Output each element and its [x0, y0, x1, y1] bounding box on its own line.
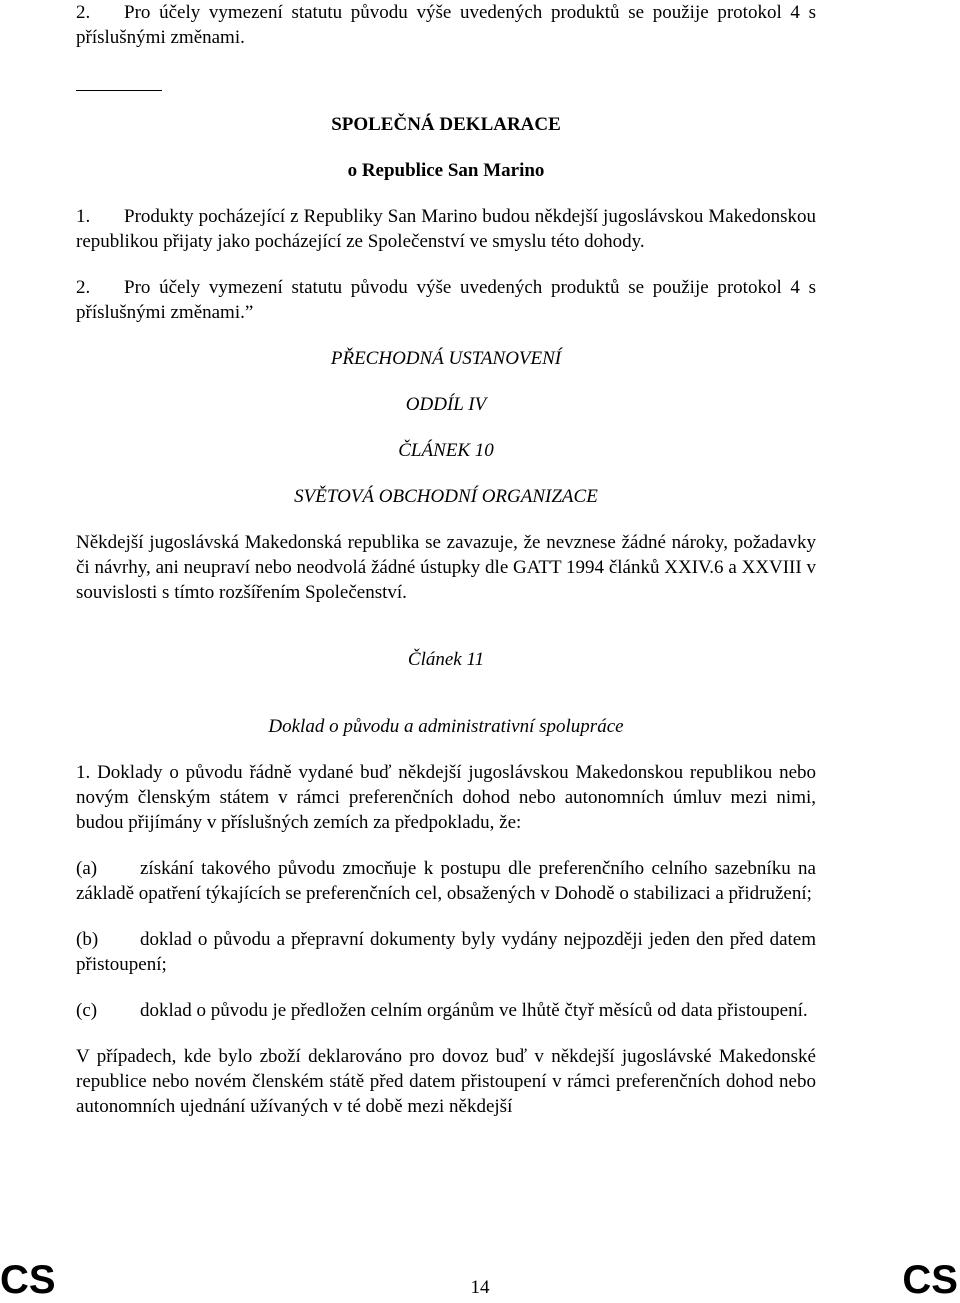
article-11-title: Doklad o původu a administrativní spolupráce	[268, 716, 624, 737]
footnote-separator	[76, 90, 162, 91]
top-paragraph-text: Pro účely vymezení statutu původu výše uvedených produktů se použije protokol 4 s příslušnými změnami.	[76, 2, 816, 48]
footer-language-code-right: CS	[902, 1258, 958, 1302]
article-11-item-c-label: (c)	[76, 1000, 98, 1021]
page-number: 14	[470, 1277, 490, 1298]
declaration-subtitle: o Republice San Marino	[347, 160, 545, 181]
article-11-item-a	[76, 856, 816, 906]
section-heading: ODDÍL IV	[405, 394, 487, 415]
article-10-title: SVĚTOVÁ OBCHODNÍ ORGANIZACE	[294, 486, 598, 507]
article-11-item-b-label: (b)	[76, 929, 99, 950]
article-10-heading: ČLÁNEK 10	[398, 440, 494, 461]
top-paragraph	[76, 0, 816, 50]
footer-language-code-left: CS	[0, 1258, 56, 1302]
article-11-paragraph-1: 1. Doklady o původu řádně vydané buď někdejší jugoslávskou Makedonskou republikou nebo novým členským státem v rámci preferenčních dohod nebo autonomních úmluv mezi nimi, budou přijímány v příslušných zemích za předpokladu, že:	[76, 762, 816, 833]
article-11-item-b	[76, 927, 816, 977]
declaration-item-1	[76, 204, 816, 254]
article-11-item-a-label: (a)	[76, 858, 98, 879]
article-11-item-a-text: získání takového původu zmocňuje k postupu dle preferenčního celního sazebníku na základě opatření týkajících se preferenčních cel, obsažených v Dohodě o stabilizaci a přidružení;	[76, 858, 816, 904]
transitional-heading: PŘECHODNÁ USTANOVENÍ	[330, 348, 562, 369]
article-11-paragraph-2: V případech, kde bylo zboží deklarováno pro dovoz buď v někdejší jugoslávské Makedonské republice nebo novém členském státě před datem přistoupení v rámci preferenčních dohod nebo autonomních ujednání užívaných v té době mezi někdejší	[76, 1046, 816, 1117]
declaration-item-2-text: Pro účely vymezení statutu původu výše uvedených produktů se použije protokol 4 s příslušnými změnami.”	[76, 277, 816, 323]
document-page	[76, 0, 816, 1119]
declaration-item-2-number: 2.	[76, 277, 91, 298]
article-11-item-c-text: doklad o původu je předložen celním orgánům ve lhůtě čtyř měsíců od data přistoupení.	[140, 1000, 808, 1021]
top-paragraph-number: 2.	[76, 2, 91, 23]
declaration-item-1-text: Produkty pocházející z Republiky San Marino budou někdejší jugoslávskou Makedonskou republikou přijaty jako pocházející ze Společenství ve smyslu této dohody.	[76, 206, 816, 252]
declaration-title: SPOLEČNÁ DEKLARACE	[331, 114, 561, 135]
article-10-body: Někdejší jugoslávská Makedonská republika se zavazuje, že nevznese žádné nároky, požadavky či návrhy, ani neupraví nebo neodvolá žádné ústupky dle GATT 1994 článků XXIV.6 a XXVIII v souvislosti s tímto rozšířením Společenství.	[76, 532, 816, 603]
declaration-item-2	[76, 275, 816, 325]
article-11-heading: Článek 11	[407, 649, 485, 670]
declaration-item-1-number: 1.	[76, 206, 91, 227]
article-11-item-c	[76, 998, 816, 1023]
article-11-item-b-text: doklad o původu a přepravní dokumenty byly vydány nejpozději jeden den před datem přistoupení;	[76, 929, 816, 975]
